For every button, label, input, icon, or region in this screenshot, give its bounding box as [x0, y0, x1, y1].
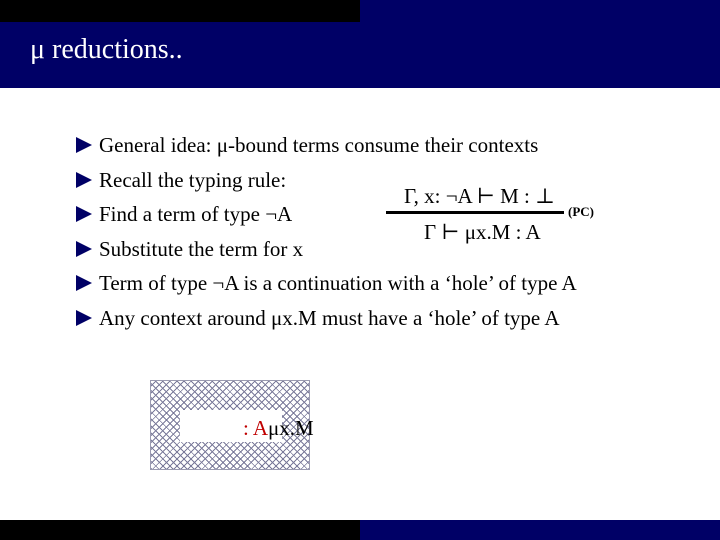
- triangle-bullet-icon: [76, 241, 92, 257]
- bullet-item: [76, 268, 577, 303]
- bullet-item: [76, 303, 577, 338]
- bullet-text: Find a term of type ¬A: [99, 202, 293, 226]
- title-accent-strip: [0, 0, 360, 22]
- bullet-text: Term of type ¬A is a continuation with a ‘hole’ of type A: [99, 271, 577, 295]
- bullet-item: [76, 130, 577, 165]
- bullet-text: Any context around μx.M must have a ‘hole’ of type A: [99, 305, 560, 330]
- triangle-bullet-icon: [76, 172, 92, 188]
- triangle-bullet-icon: [76, 275, 92, 291]
- hole-type-label: : A: [243, 416, 269, 440]
- triangle-bullet-icon: [76, 137, 92, 153]
- bullet-text: Substitute the term for x: [99, 236, 304, 261]
- triangle-bullet-icon: [76, 310, 92, 326]
- mu-term-label: μx.M: [268, 416, 314, 440]
- bullet-text: General idea: μ-bound terms consume their contexts: [99, 133, 539, 157]
- typing-rule-conclusion: Γ ⊢ μx.M : A: [424, 220, 541, 244]
- bullet-text: Recall the typing rule:: [99, 167, 287, 192]
- typing-rule-name: (PC): [568, 204, 594, 219]
- footer-accent-strip: [0, 520, 360, 540]
- slide-title: μ reductions..: [30, 34, 183, 65]
- triangle-bullet-icon: [76, 206, 92, 222]
- typing-rule-premise: Γ, x: ¬A ⊢ M : ⊥: [404, 184, 555, 208]
- inference-line: [386, 211, 564, 214]
